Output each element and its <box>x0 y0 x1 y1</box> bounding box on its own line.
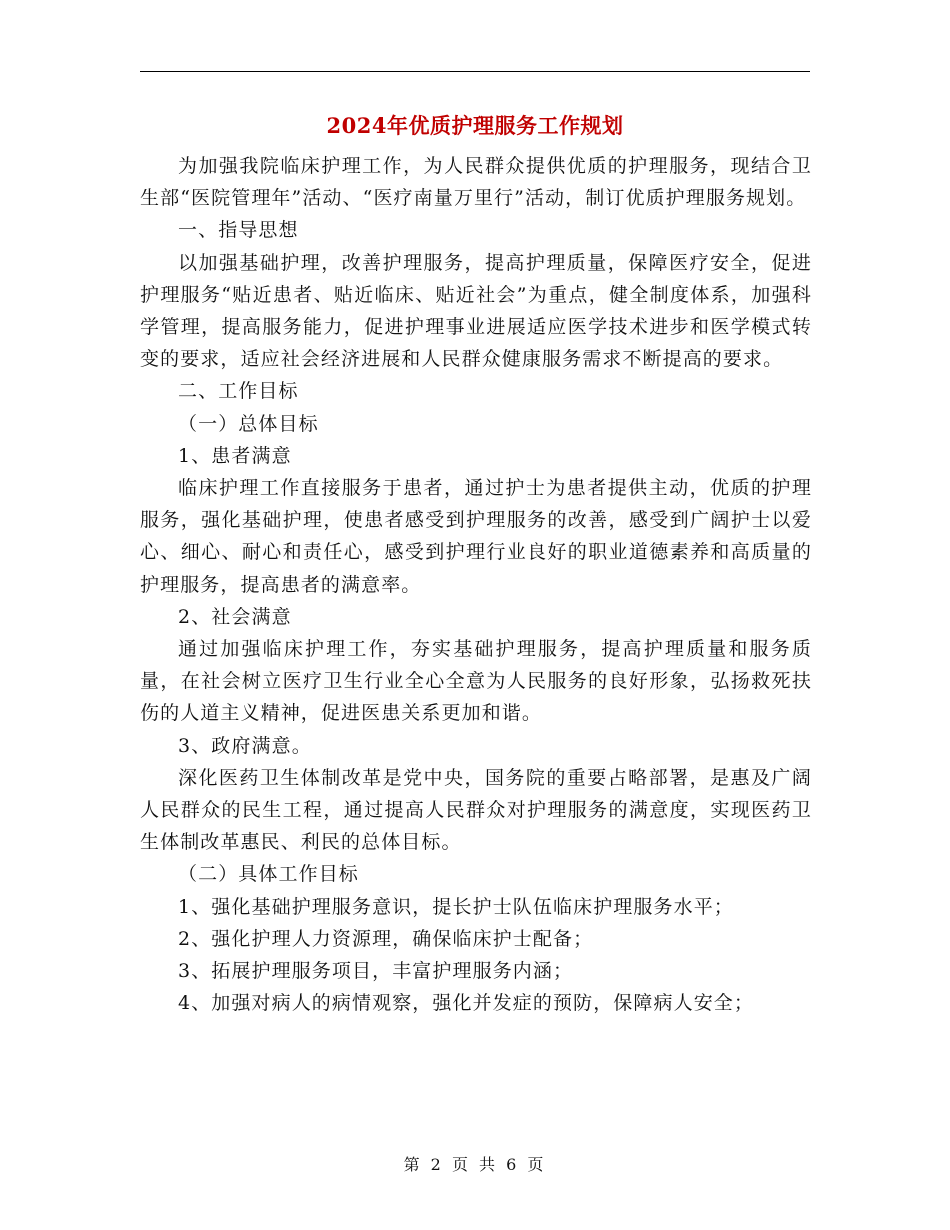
list-item: 3、拓展护理服务项目，丰富护理服务内涵； <box>178 960 574 983</box>
page-number: 第 2 页 共 6 页 <box>403 1155 547 1174</box>
heading-work-goals: 二、工作目标 <box>178 380 299 403</box>
subheading-specific-goals: （二）具体工作目标 <box>178 863 359 886</box>
paragraph-social-satisfaction: 通过加强临床护理工作，夯实基础护理服务，提高护理质量和服务质量，在社会树立医疗卫生行业全心全意为人民服务的良好形象，弘扬救死扶伤的人道主义精神，促进医患关系更加和谐。 <box>140 638 812 725</box>
paragraph-government-satisfaction: 深化医药卫生体制改革是党中央，国务院的重要占略部署，是惠及广阔人民群众的民生工程，通过提高人民群众对护理服务的满意度，实现医药卫生体制改革惠民、利民的总体目标。 <box>140 766 812 854</box>
subheading-overall-goals: （一）总体目标 <box>178 412 319 435</box>
document-title: 2024年优质护理服务工作规划 <box>326 113 624 138</box>
paragraph-patient-satisfaction: 临床护理工作直接服务于患者，通过护士为患者提供主动，优质的护理服务，强化基础护理，使患者感受到护理服务的改善，感受到广阔护士以爱心、细心、耐心和责任心，感受到护理行业良好的职业道德素养和高质量的护理服务，提高患者的满意率。 <box>140 477 812 596</box>
item-social-satisfaction: 2、社会满意 <box>178 605 292 628</box>
document-body <box>140 150 812 1019</box>
list-item: 4、加强对病人的病情观察，强化并发症的预防，保障病人安全； <box>178 992 754 1015</box>
item-patient-satisfaction: 1、患者满意 <box>178 444 292 467</box>
paragraph-guiding-ideology: 以加强基础护理，改善护理服务，提高护理质量，保障医疗安全，促进护理服务“贴近患者、贴近临床、贴近社会”为重点，健全制度体系，加强科学管理，提高服务能力，促进护理事业进展适应医学技术进步和医学模式转变的要求，适应社会经济进展和人民群众健康服务需求不断提高的要求。 <box>140 251 812 371</box>
item-government-satisfaction: 3、政府满意。 <box>178 734 312 757</box>
list-item: 1、强化基础护理服务意识，提长护士队伍临床护理服务水平； <box>178 895 734 918</box>
heading-guiding-ideology: 一、指导思想 <box>178 219 299 242</box>
paragraph-intro: 为加强我院临床护理工作，为人民群众提供优质的护理服务，现结合卫生部“医院管理年”活动、“医疗南量万里行”活动，制订优质护理服务规划。 <box>140 155 812 210</box>
header-rule <box>140 71 810 72</box>
list-item: 2、强化护理人力资源理，确保临床护士配备； <box>178 927 594 950</box>
